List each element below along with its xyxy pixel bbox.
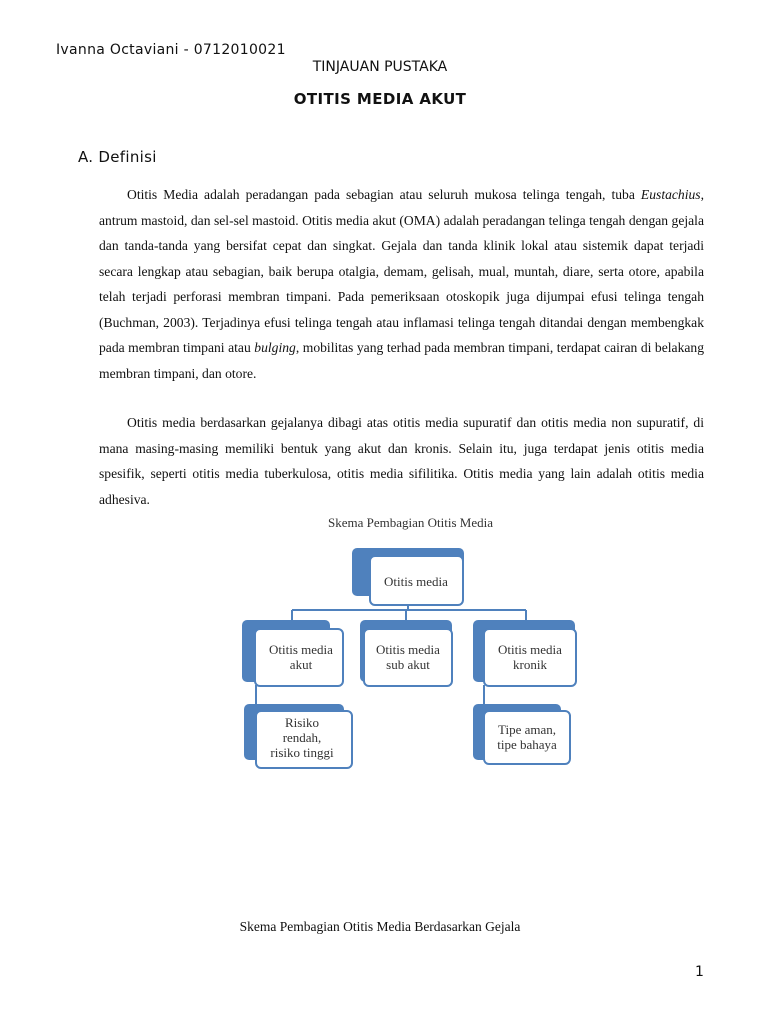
node-subakut-line2: sub akut xyxy=(386,657,430,672)
page-number: 1 xyxy=(695,964,704,980)
node-root-label: Otitis media xyxy=(384,574,448,589)
italic-term: bulging xyxy=(254,340,296,355)
node-root xyxy=(352,548,464,605)
node-kronik-child-line1: Tipe aman, xyxy=(497,722,557,737)
node-kronik-line1: Otitis media xyxy=(498,642,562,657)
node-subakut-line1: Otitis media xyxy=(376,642,440,657)
node-akut-child xyxy=(244,704,352,768)
node-kronik-child-line2: tipe bahaya xyxy=(497,737,557,752)
node-akut-line1: Otitis media xyxy=(269,642,333,657)
node-akut-child-line1: Risiko xyxy=(285,715,319,730)
paragraph-text: , antrum mastoid, dan sel-sel mastoid. Otitis media akut (OMA) adalah peradangan telinga tengah dengan gejala dan tanda-tanda yang bersifat cepat dan singkat. Gejala dan tanda klinik lokal atau sistemik dapat terjadi secara lengkap atau sebagian, baik berupa otalgia, demam, gelisah, mual, muntah, diare, serta otore, apabila telah terjadi perforasi membran timpani. Pada pemeriksaan otoskopik juga dijumpai efusi telinga tengah (Buchman, 2003). Terjadinya efusi telinga tengah atau inflamasi telinga tengah ditandai dengan membengkak pada membran timpani atau xyxy=(99,187,704,355)
node-akut-child-line3: risiko tinggi xyxy=(270,745,334,760)
paragraph-text: Otitis Media adalah peradangan pada sebagian atau seluruh mukosa telinga tengah, tuba xyxy=(127,187,641,202)
paragraph-definition xyxy=(99,182,704,386)
author-line: Ivanna Octaviani - 0712010021 xyxy=(56,42,286,58)
document-heading: TINJAUAN PUSTAKA xyxy=(312,59,448,75)
section-heading: A. Definisi xyxy=(78,148,157,166)
node-subakut xyxy=(360,620,452,686)
diagram-title: Skema Pembagian Otitis Media xyxy=(328,515,494,530)
page-title: OTITIS MEDIA AKUT xyxy=(293,90,467,108)
otitis-media-diagram xyxy=(240,510,580,775)
italic-term: Eustachius xyxy=(640,187,701,202)
paragraph-classification: Otitis media berdasarkan gejalanya dibagi atas otitis media supuratif dan otitis media non supuratif, di mana masing-masing memiliki bentuk yang akut dan kronis. Selain itu, juga terdapat jenis otitis media spesifik, seperti otitis media tuberkulosa, otitis media sifilitika. Otitis media yang lain adalah otitis media adhesiva. xyxy=(99,415,704,507)
node-kronik-child xyxy=(473,704,570,764)
node-akut-line2: akut xyxy=(289,657,313,672)
node-kronik xyxy=(473,620,576,686)
node-akut-child-line2: rendah, xyxy=(282,730,322,745)
figure-caption: Skema Pembagian Otitis Media Berdasarkan Gejala xyxy=(239,919,521,934)
node-akut xyxy=(242,620,343,686)
node-kronik-line2: kronik xyxy=(513,657,547,672)
paragraph-text: , mobilitas yang terhad pada membran timpani, terdapat cairan di belakang membran timpani, dan otore. xyxy=(99,340,704,381)
